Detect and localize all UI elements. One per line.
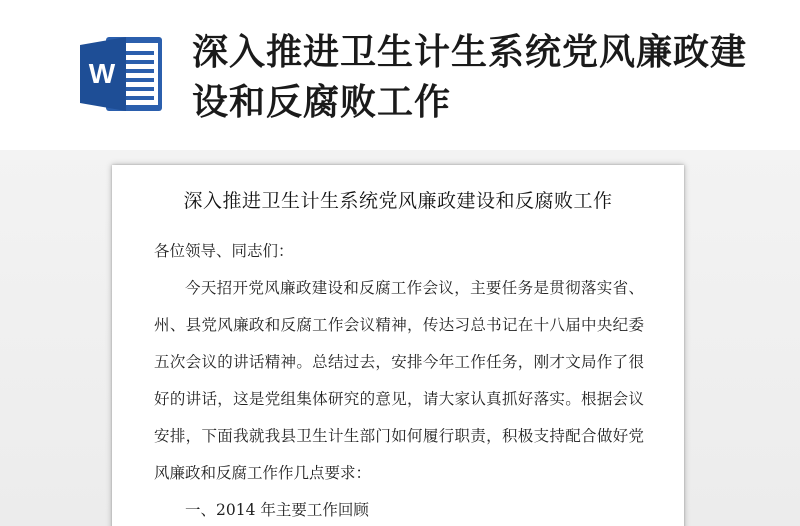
section-heading-1: 一、2014 年主要工作回顾 — [185, 501, 369, 519]
document-page — [112, 165, 684, 526]
word-logo-letter: W — [88, 58, 116, 89]
header-title: 深入推进卫生计生系统党风廉政建设和反腐败工作 — [192, 32, 748, 123]
paragraph-1: 今天招开党风廉政建设和反腐工作会议，主要任务是贯彻落实省、州、县党风廉政和反腐工作会议精神，传达习总书记在十八届中央纪委五次会议的讲话精神。总结过去，安排今年工作任务，刚才文局作了很好的讲话，这是党组集体研究的意见，请大家认真抓好落实。根据会议安排，下面我就我县卫生计生部门如何履行职责，积极支持配合做好党风廉政和反腐工作作几点要求： — [154, 279, 644, 482]
greeting-line: 各位领导、同志们： — [154, 242, 294, 260]
document-title: 深入推进卫生计生系统党风廉政建设和反腐败工作 — [183, 190, 613, 212]
word-document-icon — [80, 33, 164, 115]
document-body — [154, 233, 644, 526]
header-banner — [0, 0, 800, 150]
